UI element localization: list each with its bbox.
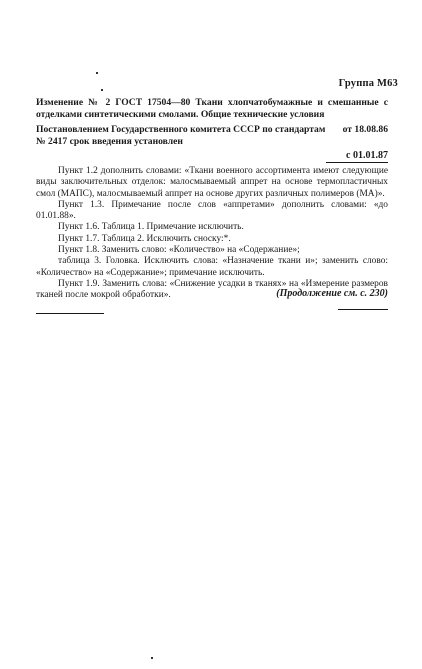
amendment-title bbox=[36, 97, 388, 120]
scan-speck bbox=[101, 89, 103, 91]
effective-date: с 01.01.87 bbox=[346, 150, 388, 161]
scan-speck bbox=[151, 657, 153, 659]
continuation-note: (Продолжение см. с. 230) bbox=[276, 288, 388, 299]
paragraph: Пункт 1.6. Таблица 1. Примечание исключить. bbox=[58, 222, 244, 233]
amendment-body bbox=[36, 166, 388, 302]
paragraph: Пункт 1.8. Заменить слово: «Количество» на «Содержание»; bbox=[58, 245, 300, 256]
paragraph: Пункт 1.2 дополнить словами: «Ткани военного ассортимента имеют следующие виды заключительных отделок: малосмываемый аппрет на основе термопластичных смол (МАПС), малосмываемый аппрет на основе других различных полимеров (МА)». bbox=[36, 166, 388, 199]
footer-rule-left bbox=[36, 313, 104, 314]
decree-block bbox=[36, 124, 388, 147]
paragraph: Пункт 1.3. Примечание после слов «аппретами» дополнить словами: «до 01.01.88». bbox=[36, 199, 388, 222]
effective-date-rule bbox=[326, 162, 388, 163]
group-label: Группа М63 bbox=[338, 78, 398, 89]
paragraph: Пункт 1.7. Таблица 2. Исключить сноску:*. bbox=[58, 233, 231, 244]
decree-text: Постановлением Государственного комитета СССР по стандартам bbox=[36, 124, 326, 135]
decree-date-from: от 18.08.86 bbox=[342, 124, 388, 135]
paragraph: таблица 3. Головка. Исключить слова: «Назначение ткани и»; заменить слово: «Количество» на «Содержание»; примечание исключить. bbox=[36, 256, 388, 278]
decree-row bbox=[36, 124, 388, 136]
footer-rule-right bbox=[338, 309, 388, 310]
decree-number-line: № 2417 срок введения установлен bbox=[36, 135, 183, 147]
scan-speck bbox=[96, 72, 98, 74]
amendment-title-text: Изменение № 2 ГОСТ 17504—80 Ткани хлопчатобумажные и смешанные с отделками синтетическими смолами. Общие технические условия bbox=[36, 97, 388, 120]
paragraph: Пункт 1.9. Заменить слова: «Снижение усадки в тканях» на «Измерение размеров тканей после мокрой обработки». bbox=[36, 278, 388, 301]
